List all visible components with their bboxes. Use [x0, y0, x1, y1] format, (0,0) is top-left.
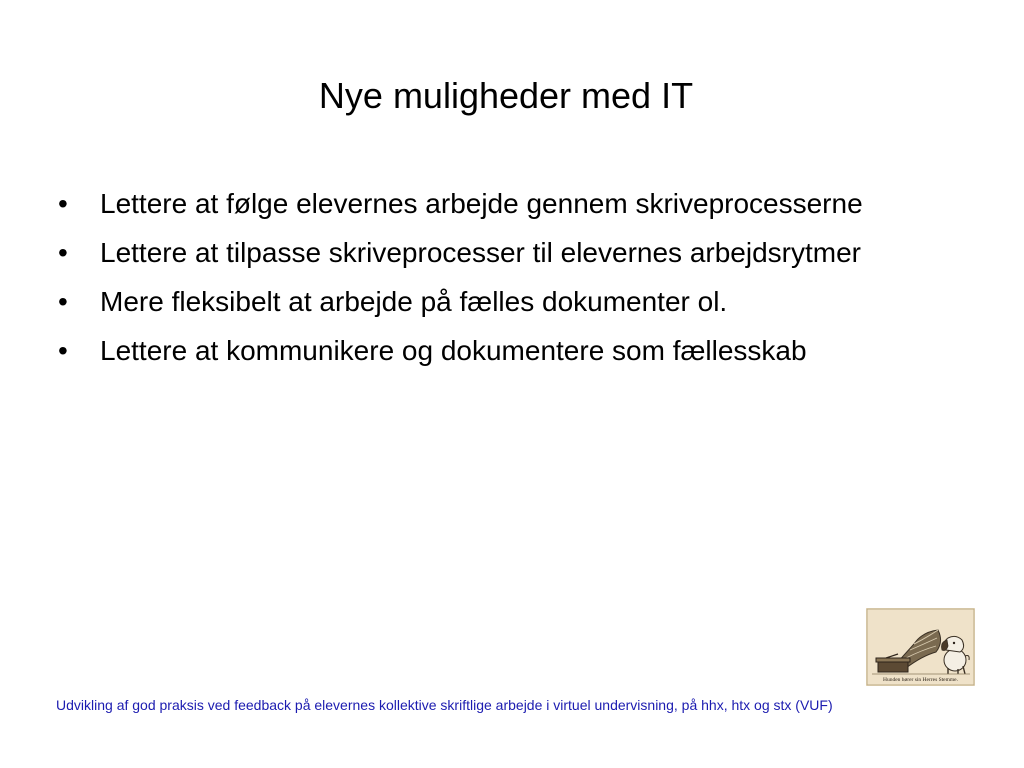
bullet-text: Lettere at tilpasse skriveprocesser til elevernes arbejdsrytmer: [100, 237, 861, 268]
gramophone-dog-picture: [866, 608, 975, 686]
bullet-icon: •: [58, 188, 68, 219]
bullet-item: [58, 282, 988, 322]
bullet-icon: •: [58, 237, 68, 268]
gramophone-dog-illustration: [866, 608, 975, 686]
bullet-text: Lettere at kommunikere og dokumentere som fællesskab: [100, 335, 807, 366]
bullet-item: [58, 184, 988, 224]
bullet-text: Lettere at følge elevernes arbejde gennem skriveprocesserne: [100, 188, 863, 219]
footer-text: Udvikling af god praksis ved feedback på elevernes kollektive skriftlige arbejde i virtuel undervisning, på hhx, htx og stx (VUF): [56, 697, 833, 713]
bullet-item: [58, 331, 988, 371]
bullet-list: [58, 184, 988, 380]
bullet-text: Mere fleksibelt at arbejde på fælles dokumenter ol.: [100, 286, 728, 317]
picture-caption: Hunden hører sin Herres Stemme.: [883, 677, 958, 683]
bullet-icon: •: [58, 286, 68, 317]
slide-title: Nye muligheder med IT: [318, 75, 694, 116]
bullet-icon: •: [58, 335, 68, 366]
bullet-item: [58, 233, 988, 273]
